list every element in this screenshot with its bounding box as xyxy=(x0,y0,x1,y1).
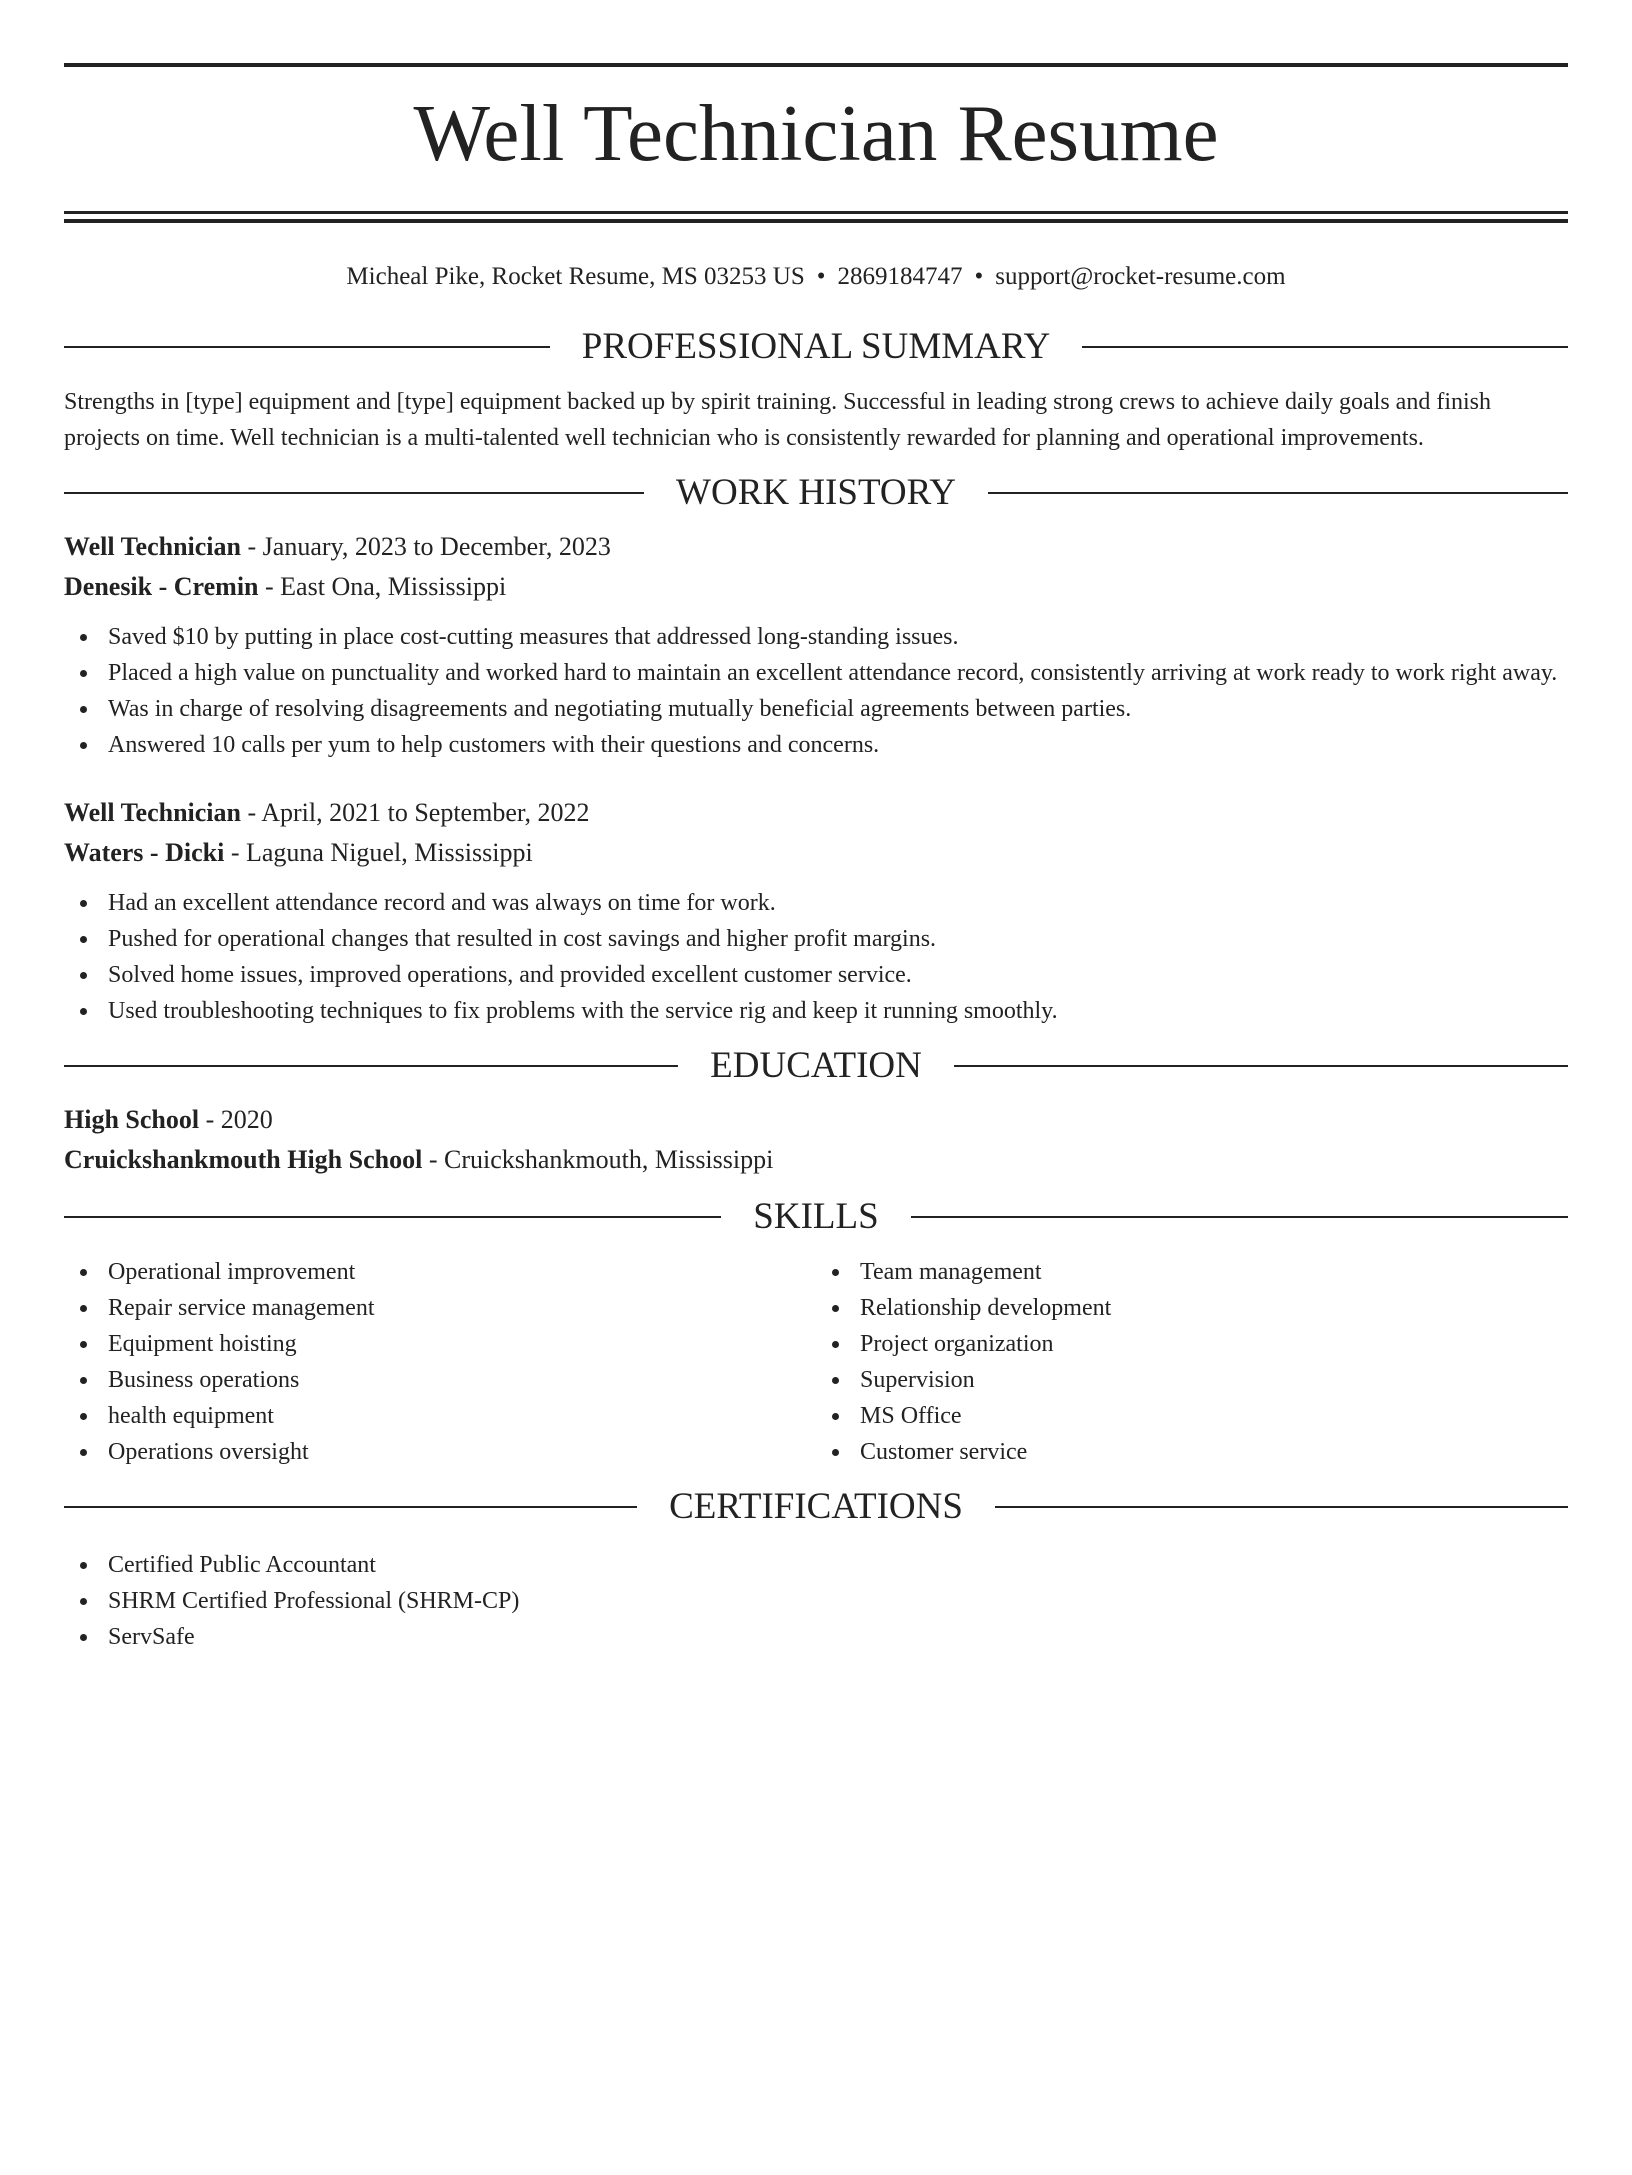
list-item: SHRM Certified Professional (SHRM-CP) xyxy=(64,1583,1568,1619)
section-heading-skills xyxy=(64,1192,1568,1242)
contact-separator: • xyxy=(974,263,984,290)
heading-rule xyxy=(988,492,1568,494)
list-item: Operations oversight xyxy=(64,1434,816,1470)
job-bullets xyxy=(64,619,1568,763)
job-entry xyxy=(64,793,1568,1029)
education-location: - Cruickshankmouth, Mississippi xyxy=(422,1145,774,1174)
skills-grid xyxy=(64,1254,1568,1470)
contact-separator: • xyxy=(816,263,826,290)
job-bullets xyxy=(64,885,1568,1029)
heading-rule xyxy=(64,492,644,494)
list-item: Used troubleshooting techniques to fix problems with the service rig and keep it running smoothly. xyxy=(64,993,1568,1029)
resume-title: Well Technician Resume xyxy=(413,88,1219,178)
list-item: Pushed for operational changes that resulted in cost savings and higher profit margins. xyxy=(64,921,1568,957)
section-heading-work-history xyxy=(64,468,1568,518)
list-item: Supervision xyxy=(816,1362,1568,1398)
list-item: Project organization xyxy=(816,1326,1568,1362)
section-title: CERTIFICATIONS xyxy=(669,1486,963,1527)
list-item: Saved $10 by putting in place cost-cutting measures that addressed long-standing issues. xyxy=(64,619,1568,655)
heading-rule xyxy=(1082,346,1568,348)
job-entry xyxy=(64,527,1568,763)
list-item: health equipment xyxy=(64,1398,816,1434)
job-location: - East Ona, Mississippi xyxy=(258,572,507,601)
resume-page xyxy=(0,63,1632,2175)
title-double-rule xyxy=(64,211,1568,223)
job-title: Well Technician xyxy=(64,798,241,827)
section-title: PROFESSIONAL SUMMARY xyxy=(581,326,1051,367)
list-item: Customer service xyxy=(816,1434,1568,1470)
job-title: Well Technician xyxy=(64,532,241,561)
contact-email: support@rocket-resume.com xyxy=(995,263,1286,290)
education-degree-line xyxy=(64,1100,1568,1140)
list-item: Relationship development xyxy=(816,1290,1568,1326)
section-title: WORK HISTORY xyxy=(676,472,956,513)
education-school: Cruickshankmouth High School xyxy=(64,1145,423,1174)
list-item: Equipment hoisting xyxy=(64,1326,816,1362)
skills-list-left xyxy=(64,1254,816,1470)
list-item: Team management xyxy=(816,1254,1568,1290)
education-entry xyxy=(64,1100,1568,1180)
education-degree: High School xyxy=(64,1105,200,1134)
certifications-list xyxy=(64,1547,1568,1655)
education-school-line xyxy=(64,1140,1568,1180)
heading-rule xyxy=(64,346,550,348)
list-item: Was in charge of resolving disagreements and negotiating mutually beneficial agreements between parties. xyxy=(64,691,1568,727)
job-title-line xyxy=(64,793,1568,833)
job-dates: - April, 2021 to September, 2022 xyxy=(241,798,590,827)
list-item: Answered 10 calls per yum to help customers with their questions and concerns. xyxy=(64,727,1568,763)
job-company-line xyxy=(64,567,1568,607)
contact-phone: 2869184747 xyxy=(837,263,963,290)
heading-rule xyxy=(64,1506,637,1508)
education-year: - 2020 xyxy=(199,1105,273,1134)
job-location: - Laguna Niguel, Mississippi xyxy=(224,838,533,867)
heading-rule xyxy=(911,1216,1568,1218)
section-title: EDUCATION xyxy=(710,1045,922,1086)
section-heading-summary xyxy=(64,322,1568,372)
heading-rule xyxy=(995,1506,1568,1508)
heading-rule xyxy=(64,1216,721,1218)
summary-text: Strengths in [type] equipment and [type] equipment backed up by spirit training. Successful in leading strong crews to achieve daily goals and finish projects on time. Well technician is a multi-talented well technician who is consistently rewarded for planning and operational improvements. xyxy=(64,389,1491,451)
job-company: Waters - Dicki xyxy=(64,838,225,867)
list-item: Had an excellent attendance record and was always on time for work. xyxy=(64,885,1568,921)
job-dates: - January, 2023 to December, 2023 xyxy=(241,532,611,561)
job-company-line xyxy=(64,833,1568,873)
job-company: Denesik - Cremin xyxy=(64,572,259,601)
list-item: ServSafe xyxy=(64,1619,1568,1655)
list-item: Solved home issues, improved operations, and provided excellent customer service. xyxy=(64,957,1568,993)
list-item: Certified Public Accountant xyxy=(64,1547,1568,1583)
contact-address: Micheal Pike, Rocket Resume, MS 03253 US xyxy=(346,263,805,290)
skills-list-right xyxy=(816,1254,1568,1470)
section-heading-education xyxy=(64,1041,1568,1091)
job-title-line xyxy=(64,527,1568,567)
list-item: Repair service management xyxy=(64,1290,816,1326)
heading-rule xyxy=(64,1065,678,1067)
list-item: Operational improvement xyxy=(64,1254,816,1290)
list-item: MS Office xyxy=(816,1398,1568,1434)
list-item: Business operations xyxy=(64,1362,816,1398)
contact-line xyxy=(64,259,1568,295)
list-item: Placed a high value on punctuality and worked hard to maintain an excellent attendance record, consistently arriving at work ready to work right away. xyxy=(64,655,1568,691)
section-heading-certifications xyxy=(64,1482,1568,1532)
section-title: SKILLS xyxy=(753,1196,879,1237)
heading-rule xyxy=(954,1065,1568,1067)
